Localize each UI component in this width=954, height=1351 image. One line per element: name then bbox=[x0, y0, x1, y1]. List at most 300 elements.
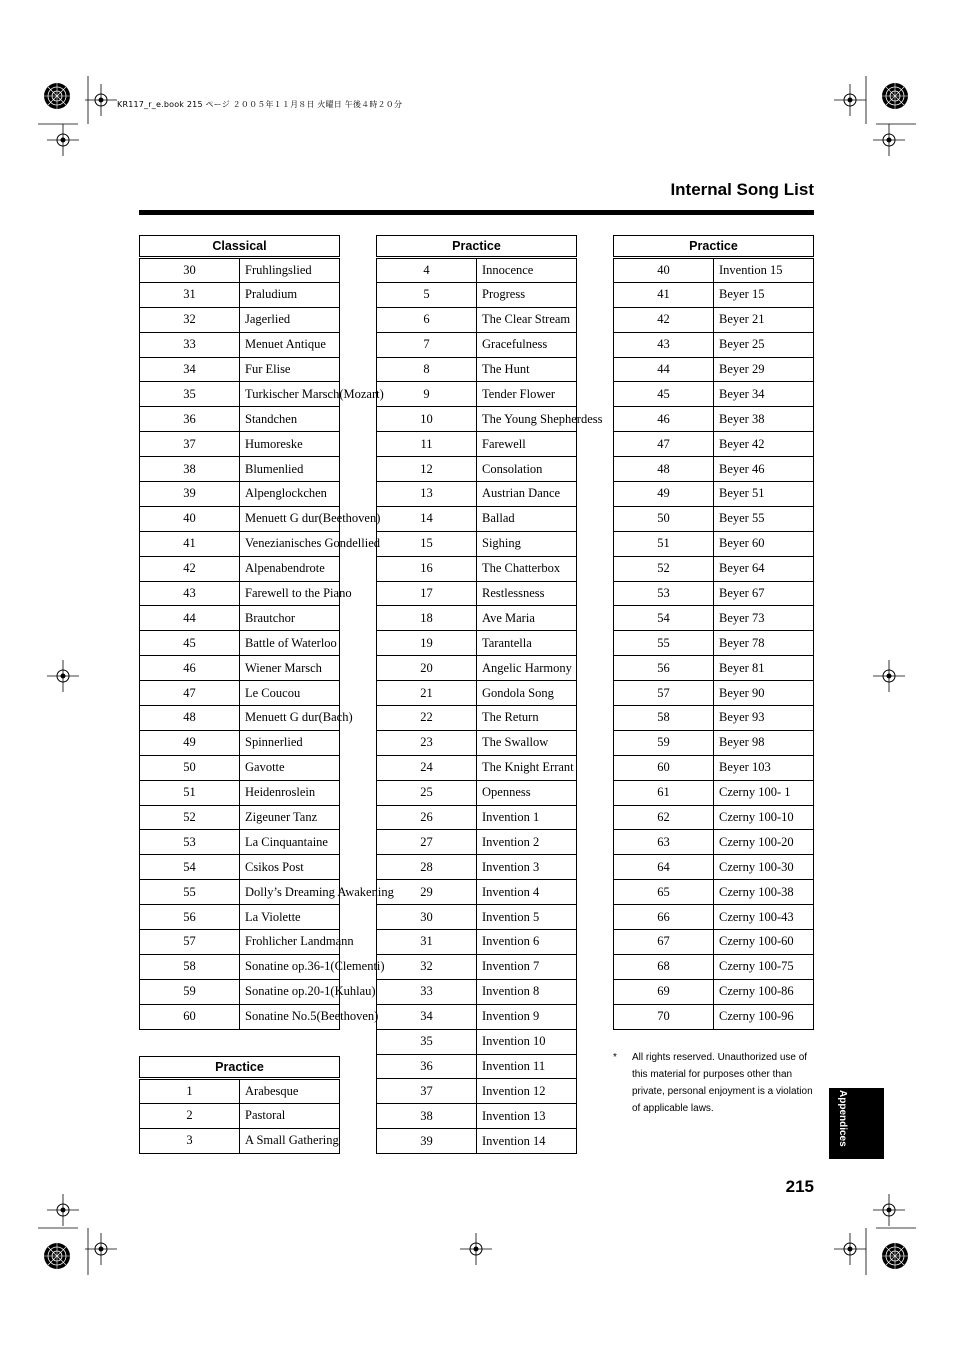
song-name: Progress bbox=[477, 282, 577, 307]
song-number: 15 bbox=[377, 531, 477, 556]
song-number: 22 bbox=[377, 706, 477, 731]
table-row bbox=[377, 506, 577, 531]
song-name: A Small Gathering bbox=[240, 1128, 340, 1153]
table-row bbox=[140, 1079, 340, 1104]
song-name: Invention 13 bbox=[477, 1104, 577, 1129]
song-number: 11 bbox=[377, 432, 477, 457]
song-name: Austrian Dance bbox=[477, 482, 577, 507]
song-number: 43 bbox=[614, 332, 714, 357]
table-row bbox=[377, 556, 577, 581]
table-row bbox=[140, 830, 340, 855]
table-row bbox=[377, 382, 577, 407]
song-name: The Hunt bbox=[477, 357, 577, 382]
table-row bbox=[377, 531, 577, 556]
song-name: Gavotte bbox=[240, 755, 340, 780]
song-name: Beyer 73 bbox=[714, 606, 814, 631]
song-name: Praludium bbox=[240, 282, 340, 307]
song-name: The Chatterbox bbox=[477, 556, 577, 581]
table-row bbox=[140, 606, 340, 631]
table-row bbox=[140, 556, 340, 581]
song-name: Consolation bbox=[477, 457, 577, 482]
table-row bbox=[614, 282, 814, 307]
song-name: Invention 11 bbox=[477, 1054, 577, 1079]
table-row bbox=[140, 1004, 340, 1029]
song-number: 54 bbox=[614, 606, 714, 631]
table-row bbox=[614, 357, 814, 382]
table-row bbox=[377, 1104, 577, 1129]
table-row bbox=[614, 805, 814, 830]
classical-song-table bbox=[139, 235, 394, 1030]
song-number: 48 bbox=[140, 706, 240, 731]
song-number: 56 bbox=[140, 905, 240, 930]
song-name: Jagerlied bbox=[240, 307, 340, 332]
title-rule bbox=[139, 210, 814, 215]
table-row bbox=[377, 706, 577, 731]
song-name: Beyer 90 bbox=[714, 681, 814, 706]
table-row bbox=[377, 905, 577, 930]
song-number: 12 bbox=[377, 457, 477, 482]
song-number: 25 bbox=[377, 780, 477, 805]
song-number: 2 bbox=[140, 1103, 240, 1128]
song-name: Sonatine op.36-1(Clementi) bbox=[240, 954, 340, 979]
song-name: Battle of Waterloo bbox=[240, 631, 340, 656]
practice-song-table-2 bbox=[376, 235, 603, 1154]
table-row bbox=[377, 282, 577, 307]
song-number: 28 bbox=[377, 855, 477, 880]
song-number: 1 bbox=[140, 1079, 240, 1104]
song-name: Sonatine No.5(Beethoven) bbox=[240, 1004, 340, 1029]
song-name: Beyer 29 bbox=[714, 357, 814, 382]
table-row bbox=[614, 954, 814, 979]
song-name: Beyer 81 bbox=[714, 656, 814, 681]
song-number: 61 bbox=[614, 780, 714, 805]
song-number: 60 bbox=[140, 1004, 240, 1029]
song-name: Invention 1 bbox=[477, 805, 577, 830]
table-row bbox=[614, 681, 814, 706]
song-name: Menuett G dur(Beethoven) bbox=[240, 506, 340, 531]
song-number: 27 bbox=[377, 830, 477, 855]
table-row bbox=[377, 1079, 577, 1104]
song-name: Fruhlingslied bbox=[240, 258, 340, 283]
song-name: Invention 7 bbox=[477, 954, 577, 979]
table-row bbox=[377, 656, 577, 681]
table-row bbox=[377, 606, 577, 631]
table-row bbox=[140, 357, 340, 382]
table-row bbox=[377, 930, 577, 955]
song-name: Czerny 100-38 bbox=[714, 880, 814, 905]
song-number: 35 bbox=[377, 1029, 477, 1054]
song-name: Gondola Song bbox=[477, 681, 577, 706]
song-number: 14 bbox=[377, 506, 477, 531]
song-name: Beyer 25 bbox=[714, 332, 814, 357]
table-row bbox=[140, 531, 340, 556]
song-number: 68 bbox=[614, 954, 714, 979]
song-name: Wiener Marsch bbox=[240, 656, 340, 681]
song-number: 30 bbox=[377, 905, 477, 930]
song-name: Tender Flower bbox=[477, 382, 577, 407]
song-number: 9 bbox=[377, 382, 477, 407]
song-name: Alpenglockchen bbox=[240, 482, 340, 507]
song-name: The Swallow bbox=[477, 730, 577, 755]
song-number: 34 bbox=[140, 357, 240, 382]
table-row bbox=[614, 506, 814, 531]
song-number: 59 bbox=[140, 979, 240, 1004]
song-number: 63 bbox=[614, 830, 714, 855]
song-name: Beyer 67 bbox=[714, 581, 814, 606]
song-number: 49 bbox=[140, 730, 240, 755]
song-name: Spinnerlied bbox=[240, 730, 340, 755]
song-number: 17 bbox=[377, 581, 477, 606]
song-name: Brautchor bbox=[240, 606, 340, 631]
song-number: 31 bbox=[377, 930, 477, 955]
song-name: Menuet Antique bbox=[240, 332, 340, 357]
song-number: 18 bbox=[377, 606, 477, 631]
song-number: 33 bbox=[140, 332, 240, 357]
song-number: 52 bbox=[140, 805, 240, 830]
song-number: 3 bbox=[140, 1128, 240, 1153]
song-number: 36 bbox=[140, 407, 240, 432]
song-number: 58 bbox=[614, 706, 714, 731]
table-row bbox=[614, 457, 814, 482]
song-name: Beyer 46 bbox=[714, 457, 814, 482]
table-row bbox=[377, 332, 577, 357]
song-name: Beyer 78 bbox=[714, 631, 814, 656]
appendices-tab bbox=[829, 1088, 884, 1159]
song-number: 37 bbox=[140, 432, 240, 457]
song-name: Pastoral bbox=[240, 1103, 340, 1128]
table-row bbox=[140, 1128, 340, 1153]
song-number: 39 bbox=[140, 482, 240, 507]
table-row bbox=[377, 1004, 577, 1029]
song-number: 5 bbox=[377, 282, 477, 307]
song-name: Openness bbox=[477, 780, 577, 805]
song-name: Invention 15 bbox=[714, 258, 814, 283]
song-number: 44 bbox=[614, 357, 714, 382]
table-row bbox=[140, 656, 340, 681]
table-row bbox=[377, 681, 577, 706]
song-number: 41 bbox=[614, 282, 714, 307]
song-name: Beyer 93 bbox=[714, 706, 814, 731]
song-name: Invention 5 bbox=[477, 905, 577, 930]
song-name: Restlessness bbox=[477, 581, 577, 606]
song-number: 46 bbox=[140, 656, 240, 681]
song-name: Beyer 34 bbox=[714, 382, 814, 407]
table-row bbox=[377, 830, 577, 855]
table-row bbox=[614, 930, 814, 955]
table-row bbox=[140, 282, 340, 307]
song-name: Angelic Harmony bbox=[477, 656, 577, 681]
table-row bbox=[614, 407, 814, 432]
practice-song-table-3 bbox=[613, 235, 814, 1030]
song-name: Innocence bbox=[477, 258, 577, 283]
song-number: 59 bbox=[614, 730, 714, 755]
table-row bbox=[140, 307, 340, 332]
song-number: 56 bbox=[614, 656, 714, 681]
song-name: Frohlicher Landmann bbox=[240, 930, 340, 955]
song-number: 47 bbox=[614, 432, 714, 457]
song-number: 36 bbox=[377, 1054, 477, 1079]
table-row bbox=[377, 307, 577, 332]
song-number: 29 bbox=[377, 880, 477, 905]
song-number: 64 bbox=[614, 855, 714, 880]
song-name: Czerny 100-43 bbox=[714, 905, 814, 930]
table-row bbox=[377, 1029, 577, 1054]
table-row bbox=[614, 581, 814, 606]
song-number: 58 bbox=[140, 954, 240, 979]
song-number: 57 bbox=[140, 930, 240, 955]
song-number: 43 bbox=[140, 581, 240, 606]
song-name: Czerny 100-96 bbox=[714, 1004, 814, 1029]
table-row bbox=[377, 780, 577, 805]
table-row bbox=[614, 830, 814, 855]
song-number: 7 bbox=[377, 332, 477, 357]
table-row bbox=[614, 979, 814, 1004]
song-name: Zigeuner Tanz bbox=[240, 805, 340, 830]
song-number: 32 bbox=[140, 307, 240, 332]
table-row bbox=[377, 1054, 577, 1079]
table-header: Practice bbox=[614, 236, 814, 258]
song-number: 39 bbox=[377, 1129, 477, 1154]
song-number: 70 bbox=[614, 1004, 714, 1029]
song-number: 50 bbox=[614, 506, 714, 531]
song-number: 69 bbox=[614, 979, 714, 1004]
song-number: 48 bbox=[614, 457, 714, 482]
table-row bbox=[140, 258, 340, 283]
song-name: Turkischer Marsch(Mozart) bbox=[240, 382, 340, 407]
song-name: La Cinquantaine bbox=[240, 830, 340, 855]
song-name: Czerny 100-30 bbox=[714, 855, 814, 880]
song-name: Czerny 100- 1 bbox=[714, 780, 814, 805]
table-row bbox=[614, 556, 814, 581]
song-name: Invention 8 bbox=[477, 979, 577, 1004]
song-name: Beyer 38 bbox=[714, 407, 814, 432]
song-name: Beyer 51 bbox=[714, 482, 814, 507]
song-name: The Young Shepherdess bbox=[477, 407, 577, 432]
song-name: Czerny 100-86 bbox=[714, 979, 814, 1004]
song-name: Ave Maria bbox=[477, 606, 577, 631]
song-number: 53 bbox=[614, 581, 714, 606]
table-row bbox=[377, 482, 577, 507]
song-name: Heidenroslein bbox=[240, 780, 340, 805]
song-number: 51 bbox=[614, 531, 714, 556]
song-number: 45 bbox=[614, 382, 714, 407]
song-name: Czerny 100-75 bbox=[714, 954, 814, 979]
song-number: 33 bbox=[377, 979, 477, 1004]
song-name: Beyer 21 bbox=[714, 307, 814, 332]
song-number: 4 bbox=[377, 258, 477, 283]
table-row bbox=[140, 506, 340, 531]
song-name: Tarantella bbox=[477, 631, 577, 656]
song-number: 52 bbox=[614, 556, 714, 581]
song-name: Farewell bbox=[477, 432, 577, 457]
copyright-footnote bbox=[613, 1049, 813, 1117]
song-name: Czerny 100-20 bbox=[714, 830, 814, 855]
song-name: The Clear Stream bbox=[477, 307, 577, 332]
song-number: 20 bbox=[377, 656, 477, 681]
song-number: 45 bbox=[140, 631, 240, 656]
table-row bbox=[614, 307, 814, 332]
song-name: Ballad bbox=[477, 506, 577, 531]
song-name: Beyer 42 bbox=[714, 432, 814, 457]
song-number: 19 bbox=[377, 631, 477, 656]
table-row bbox=[377, 755, 577, 780]
song-name: Csikos Post bbox=[240, 855, 340, 880]
table-header: Practice bbox=[377, 236, 577, 258]
song-name: Invention 6 bbox=[477, 930, 577, 955]
song-name: Arabesque bbox=[240, 1079, 340, 1104]
song-number: 21 bbox=[377, 681, 477, 706]
table-row bbox=[377, 855, 577, 880]
song-number: 38 bbox=[377, 1104, 477, 1129]
table-row bbox=[614, 780, 814, 805]
song-name: Blumenlied bbox=[240, 457, 340, 482]
table-row bbox=[377, 258, 577, 283]
table-row bbox=[377, 631, 577, 656]
table-row bbox=[377, 457, 577, 482]
table-row bbox=[614, 656, 814, 681]
table-row bbox=[140, 905, 340, 930]
song-number: 38 bbox=[140, 457, 240, 482]
table-row bbox=[614, 1004, 814, 1029]
song-number: 54 bbox=[140, 855, 240, 880]
song-number: 40 bbox=[140, 506, 240, 531]
song-name: Invention 2 bbox=[477, 830, 577, 855]
table-row bbox=[140, 706, 340, 731]
song-name: Beyer 55 bbox=[714, 506, 814, 531]
table-row bbox=[140, 979, 340, 1004]
song-number: 8 bbox=[377, 357, 477, 382]
song-number: 41 bbox=[140, 531, 240, 556]
song-number: 55 bbox=[614, 631, 714, 656]
song-number: 16 bbox=[377, 556, 477, 581]
song-number: 34 bbox=[377, 1004, 477, 1029]
song-name: Invention 3 bbox=[477, 855, 577, 880]
table-row bbox=[140, 780, 340, 805]
song-number: 66 bbox=[614, 905, 714, 930]
song-name: Beyer 15 bbox=[714, 282, 814, 307]
table-row bbox=[377, 581, 577, 606]
song-number: 40 bbox=[614, 258, 714, 283]
table-row bbox=[377, 1129, 577, 1154]
footnote-text: All rights reserved. Unauthorized use of this material for purposes other than private, personal enjoyment is a violation of applicable laws. bbox=[632, 1052, 813, 1114]
song-number: 44 bbox=[140, 606, 240, 631]
song-name: Beyer 64 bbox=[714, 556, 814, 581]
song-name: Sighing bbox=[477, 531, 577, 556]
song-name: Invention 14 bbox=[477, 1129, 577, 1154]
song-name: Gracefulness bbox=[477, 332, 577, 357]
table-row bbox=[140, 681, 340, 706]
table-header: Classical bbox=[140, 236, 340, 258]
song-name: The Return bbox=[477, 706, 577, 731]
song-number: 62 bbox=[614, 805, 714, 830]
song-name: Invention 10 bbox=[477, 1029, 577, 1054]
section-title: Internal Song List bbox=[670, 180, 814, 199]
table-row bbox=[614, 730, 814, 755]
song-number: 6 bbox=[377, 307, 477, 332]
table-row bbox=[140, 432, 340, 457]
song-name: Farewell to the Piano bbox=[240, 581, 340, 606]
table-row bbox=[140, 730, 340, 755]
song-number: 23 bbox=[377, 730, 477, 755]
table-row bbox=[140, 755, 340, 780]
song-name: Sonatine op.20-1(Kuhlau) bbox=[240, 979, 340, 1004]
table-row bbox=[614, 905, 814, 930]
song-name: Beyer 103 bbox=[714, 755, 814, 780]
appendices-tab-label: Appendices bbox=[837, 1090, 848, 1147]
table-row bbox=[614, 880, 814, 905]
song-name: Venezianisches Gondellied bbox=[240, 531, 340, 556]
table-row bbox=[614, 755, 814, 780]
table-row bbox=[140, 382, 340, 407]
song-number: 42 bbox=[614, 307, 714, 332]
song-name: Czerny 100-10 bbox=[714, 805, 814, 830]
song-name: La Violette bbox=[240, 905, 340, 930]
song-name: Beyer 98 bbox=[714, 730, 814, 755]
song-name: Invention 4 bbox=[477, 880, 577, 905]
song-number: 60 bbox=[614, 755, 714, 780]
song-number: 47 bbox=[140, 681, 240, 706]
table-row bbox=[377, 730, 577, 755]
song-name: Standchen bbox=[240, 407, 340, 432]
table-row bbox=[140, 482, 340, 507]
song-number: 65 bbox=[614, 880, 714, 905]
table-row bbox=[614, 432, 814, 457]
song-name: Alpenabendrote bbox=[240, 556, 340, 581]
song-number: 67 bbox=[614, 930, 714, 955]
table-row bbox=[614, 706, 814, 731]
song-number: 53 bbox=[140, 830, 240, 855]
song-number: 26 bbox=[377, 805, 477, 830]
table-row bbox=[377, 979, 577, 1004]
table-row bbox=[140, 457, 340, 482]
table-row bbox=[614, 332, 814, 357]
table-row bbox=[140, 1103, 340, 1128]
footnote-marker: * bbox=[613, 1052, 617, 1063]
table-row bbox=[140, 631, 340, 656]
table-row bbox=[140, 805, 340, 830]
table-row bbox=[614, 631, 814, 656]
song-number: 35 bbox=[140, 382, 240, 407]
song-name: The Knight Errant bbox=[477, 755, 577, 780]
song-number: 32 bbox=[377, 954, 477, 979]
song-number: 37 bbox=[377, 1079, 477, 1104]
table-row bbox=[377, 407, 577, 432]
table-row bbox=[377, 432, 577, 457]
song-name: Invention 12 bbox=[477, 1079, 577, 1104]
song-name: Fur Elise bbox=[240, 357, 340, 382]
song-name: Le Coucou bbox=[240, 681, 340, 706]
song-number: 42 bbox=[140, 556, 240, 581]
table-row bbox=[614, 855, 814, 880]
song-number: 13 bbox=[377, 482, 477, 507]
table-header: Practice bbox=[140, 1057, 340, 1079]
table-row bbox=[140, 880, 340, 905]
table-row bbox=[140, 855, 340, 880]
song-number: 57 bbox=[614, 681, 714, 706]
table-row bbox=[614, 258, 814, 283]
song-name: Humoreske bbox=[240, 432, 340, 457]
song-number: 24 bbox=[377, 755, 477, 780]
table-row bbox=[614, 482, 814, 507]
table-row bbox=[377, 954, 577, 979]
table-row bbox=[377, 357, 577, 382]
practice-song-table-1 bbox=[139, 1056, 340, 1154]
song-name: Czerny 100-60 bbox=[714, 930, 814, 955]
song-number: 30 bbox=[140, 258, 240, 283]
song-name: Menuett G dur(Bach) bbox=[240, 706, 340, 731]
song-name: Dolly’s Dreaming Awakening bbox=[240, 880, 340, 905]
song-number: 49 bbox=[614, 482, 714, 507]
